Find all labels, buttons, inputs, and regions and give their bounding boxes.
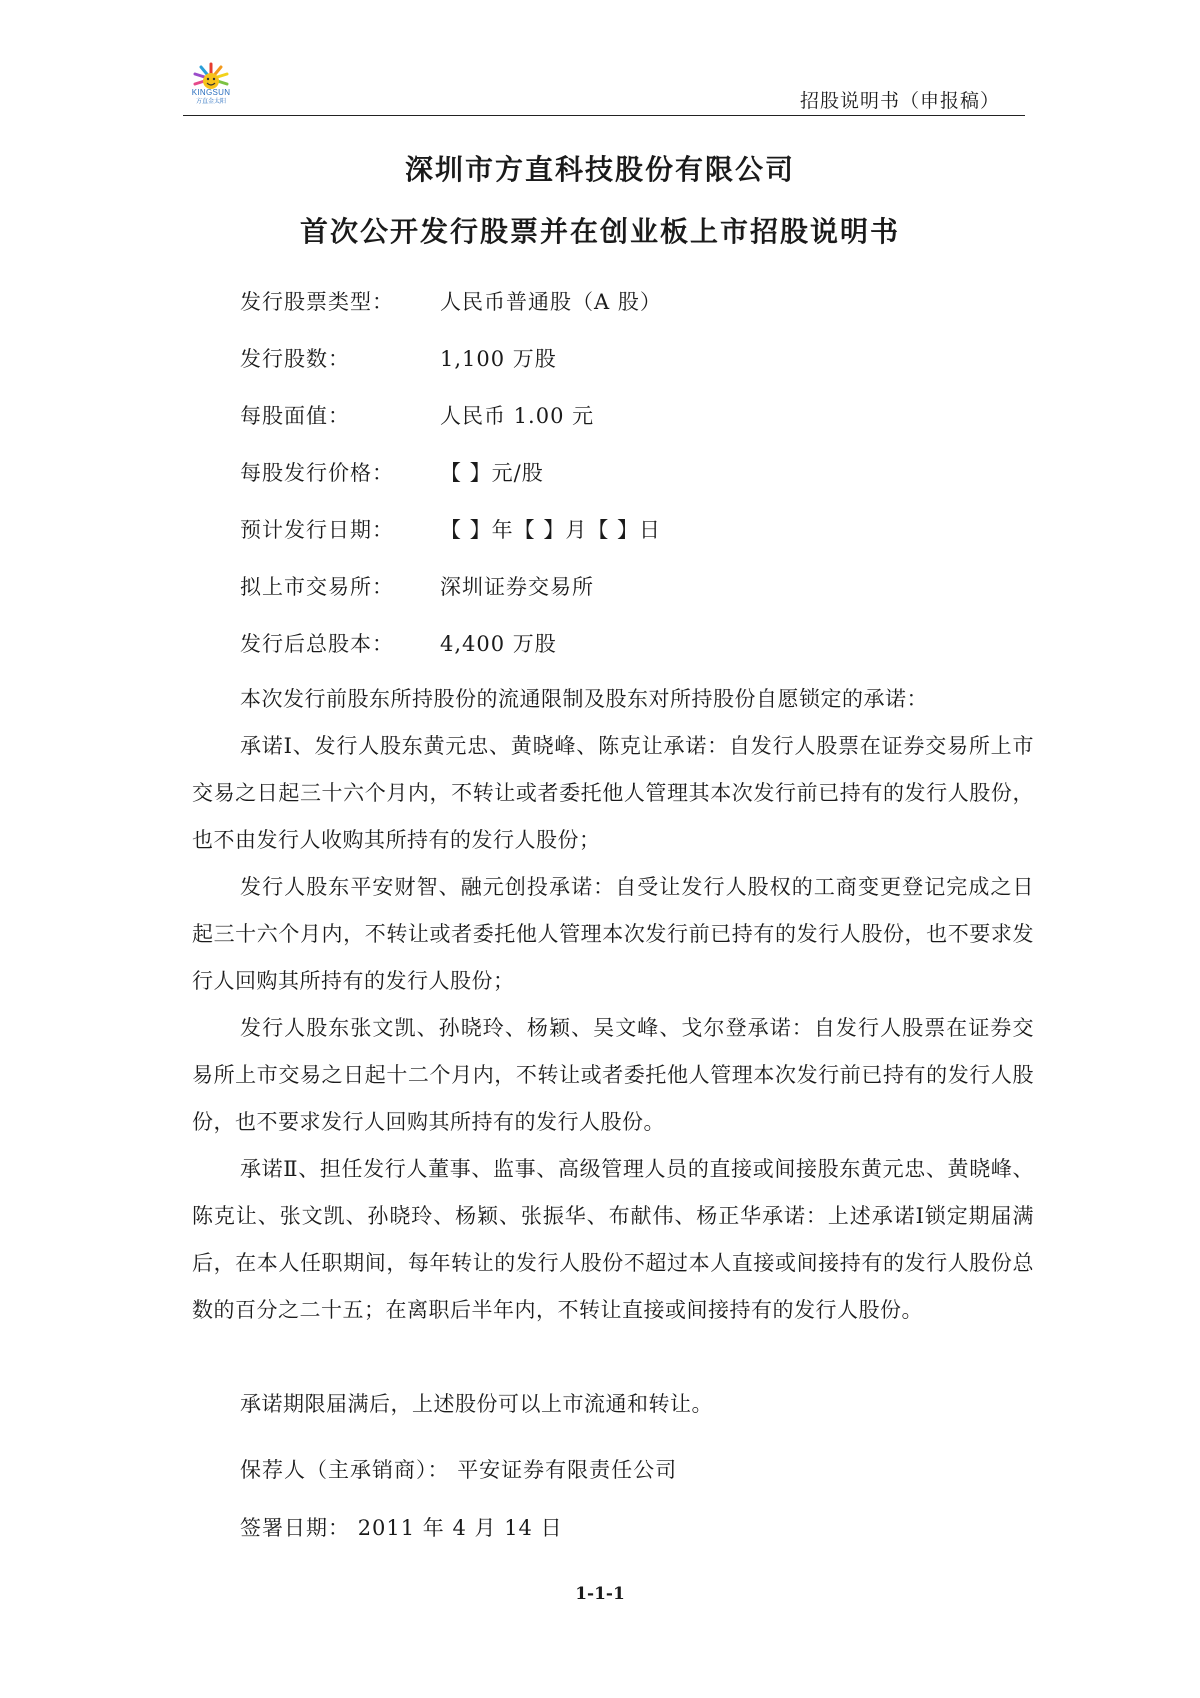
page-number: 1-1-1 <box>575 1584 625 1604</box>
info-value: 1,100 万股 <box>440 347 557 371</box>
info-value: 【 】年【 】月【 】日 <box>440 518 662 542</box>
info-value: 深圳证券交易所 <box>440 575 594 599</box>
signing-label: 签署日期： <box>240 1516 350 1540</box>
info-value: 人民币普通股（A 股） <box>440 290 662 314</box>
signing-value: 2011 年 4 月 14 日 <box>357 1516 563 1540</box>
commitment-paragraph: 承诺Ⅱ、担任发行人董事、监事、高级管理人员的直接或间接股东黄元忠、黄晓峰、陈克让、张文凯、孙晓玲、杨颖、张振华、布献伟、杨正华承诺：上述承诺Ⅰ锁定期届满后，在本人任职期间，每年转让的发行人股份不超过本人直接或间接持有的发行人股份总数的百分之二十五；在离职后半年内，不转让直接或间接持有的发行人股份。 <box>192 1157 1034 1322</box>
info-label: 发行后总股本： <box>240 632 394 656</box>
logo-subtext: 方直金太阳 <box>195 99 226 105</box>
commitment-paragraph: 承诺Ⅰ、发行人股东黄元忠、黄晓峰、陈克让承诺：自发行人股票在证券交易所上市交易之日起三十六个月内，不转让或者委托他人管理其本次发行前已持有的发行人股份，也不由发行人收购其所持有的发行人股份； <box>192 734 1034 852</box>
info-label: 每股发行价格： <box>240 461 394 485</box>
header-doc-type: 招股说明书（申报稿） <box>799 90 1000 112</box>
info-value: 【 】元/股 <box>440 461 544 485</box>
logo-text: KINGSUN <box>191 88 231 97</box>
info-label: 预计发行日期： <box>240 518 394 542</box>
info-value: 人民币 1.00 元 <box>440 404 595 428</box>
header-divider <box>183 115 1025 116</box>
signing-date-line <box>240 1512 563 1542</box>
info-value: 4,400 万股 <box>440 632 557 656</box>
company-title: 深圳市方直科技股份有限公司 <box>404 153 795 186</box>
commitments-intro: 本次发行前股东所持股份的流通限制及股东对所持股份自愿锁定的承诺： <box>240 687 928 711</box>
commitment-paragraph: 承诺期限届满后，上述股份可以上市流通和转让。 <box>240 1392 713 1416</box>
commitment-paragraph: 发行人股东平安财智、融元创投承诺：自受让发行人股权的工商变更登记完成之日起三十六个月内，不转让或者委托他人管理本次发行前已持有的发行人股份，也不要求发行人回购其所持有的发行人股份； <box>192 875 1034 993</box>
sponsor-line <box>240 1454 677 1484</box>
sponsor-label: 保荐人（主承销商）： <box>240 1458 450 1482</box>
commitment-paragraph: 发行人股东张文凯、孙晓玲、杨颖、吴文峰、戈尔登承诺：自发行人股票在证券交易所上市交易之日起十二个月内，不转让或者委托他人管理本次发行前已持有的发行人股份，也不要求发行人回购其所持有的发行人股份。 <box>192 1016 1034 1134</box>
info-label: 每股面值： <box>240 404 350 428</box>
info-label: 发行股票类型： <box>240 290 394 314</box>
document-title: 首次公开发行股票并在创业板上市招股说明书 <box>299 215 900 248</box>
info-label: 拟上市交易所： <box>240 575 394 599</box>
info-label: 发行股数： <box>240 347 350 371</box>
sponsor-value: 平安证券有限责任公司 <box>457 1458 678 1482</box>
